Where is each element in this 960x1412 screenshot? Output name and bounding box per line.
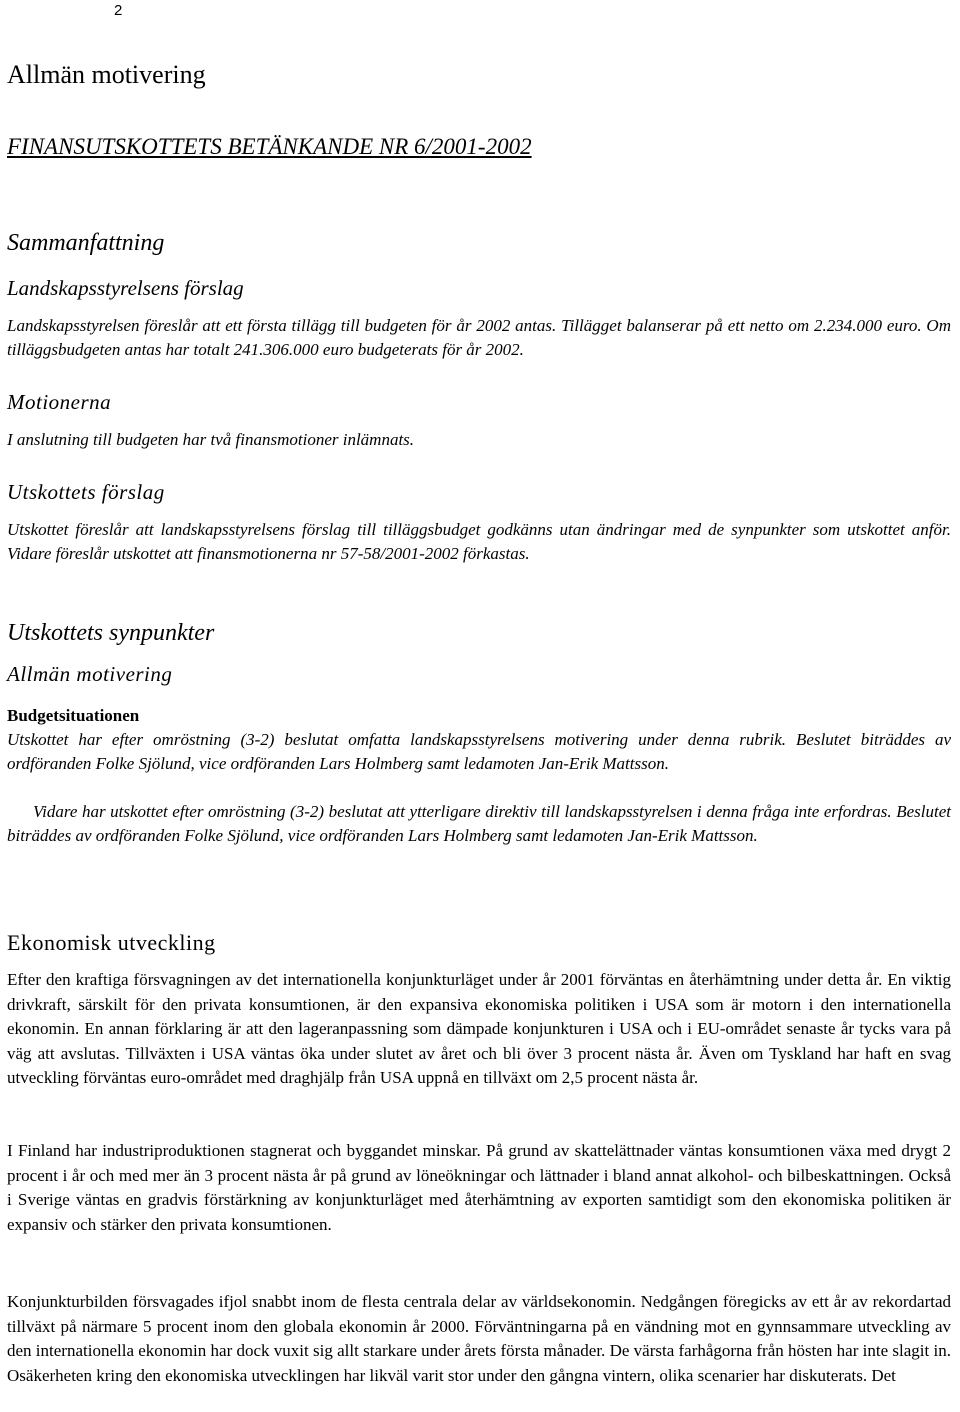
heading-motionerna: Motionerna [7, 390, 112, 414]
paragraph-landskapsstyrelsens-forslag: Landskapsstyrelsen föreslår att ett första tillägg till budgeten för år 2002 antas. Tillägget balanserar på ett netto om 2.234.000 euro. Om tilläggsbudgeten antas har totalt 241.306.000 euro budgeterats för år 2002. [7, 316, 951, 359]
heading-utskottets-forslag: Utskottets förslag [7, 480, 165, 504]
paragraph-budget-1: Utskottet har efter omröstning (3-2) beslutat omfatta landskapsstyrelsens motivering under denna rubrik. Beslutet biträddes av ordföranden Folke Sjölund, vice ordföranden Lars Holmberg samt ledamoten Jan-Erik Mattsson. [7, 730, 951, 773]
paragraph-ekonomisk-3: Konjunkturbilden försvagades ifjol snabbt inom de flesta centrala delar av världsekonomin. Nedgången föregicks av ett år av rekordartad tillväxt på närmare 5 procent inom den globala ekonomin år 2000. Förväntningarna på en vändning mot en gynnsammare utveckling av den internationella ekonomin har dock vuxit sig allt starkare under årets första månader. De värsta farhågorna från hösten har inte slagit in. Osäkerheten kring den ekonomiska utvecklingen har likväl varit stor under den gångna vintern, olika scenarier har diskuterats. Det [7, 1292, 951, 1385]
paragraph-budget-2: Vidare har utskottet efter omröstning (3-2) beslutat att ytterligare direktiv till landskapsstyrelsen i denna fråga inte erfordras. Beslutet biträddes av ordföranden Folke Sjölund, vice ordföranden Lars Holmberg samt ledamoten Jan-Erik Mattsson. [7, 802, 951, 845]
heading-sammanfattning: Sammanfattning [7, 230, 165, 256]
heading-budgetsituationen: Budgetsituationen [7, 706, 140, 725]
paragraph-motionerna: I anslutning till budgeten har två finansmotioner inlämnats. [7, 430, 415, 449]
heading-ekonomisk-utveckling: Ekonomisk utveckling [7, 930, 216, 955]
paragraph-ekonomisk-2: I Finland har industriproduktionen stagnerat och byggandet minskar. På grund av skattelättnader väntas konsumtionen växa med drygt 2 procent i år och med mer än 3 procent nästa år på grund av löneökningar och lättnader i bland annat alkohol- och bilbeskattningen. Också i Sverige väntas en gradvis förstärkning av konjunkturläget med återhämtning av exporten samtidigt som den ekonomiska politiken är expansiv och stärker den privata konsumtionen. [7, 1141, 951, 1234]
paragraph-ekonomisk-1: Efter den kraftiga försvagningen av det internationella konjunkturläget under år 2001 förväntas en återhämtning under detta år. En viktig drivkraft, särskilt för den privata konsumtionen, är den expansiva ekonomiska politiken i USA som är motorn i den internationella ekonomin. En annan förklaring är att den lageranpassning som dämpade konjunkturen i USA och i EU-området senaste år tycks vara på väg att avslutas. Tillväxten i USA väntas öka under slutet av året och bli över 3 procent nästa år. Även om Tyskland har haft en svag utveckling förväntas euro-området med draghjälp från USA uppnå en tillväxt om 2,5 procent nästa år. [7, 970, 951, 1087]
heading-betankande: FINANSUTSKOTTETS BETÄNKANDE NR 6/2001-2002 [7, 134, 532, 159]
heading-allman-motivering: Allmän motivering [7, 60, 206, 89]
heading-allman-motivering-2: Allmän motivering [7, 662, 173, 686]
paragraph-utskottets-forslag: Utskottet föreslår att landskapsstyrelsens förslag till tilläggsbudget godkänns utan ändringar med de synpunkter som utskottet anför. Vidare föreslår utskottet att finansmotionerna nr 57-58/2001-2002 förkastas. [7, 520, 951, 563]
heading-utskottets-synpunkter: Utskottets synpunkter [7, 620, 215, 646]
heading-landskapsstyrelsens-forslag: Landskapsstyrelsens förslag [7, 276, 244, 300]
page-number: 2 [114, 2, 123, 19]
